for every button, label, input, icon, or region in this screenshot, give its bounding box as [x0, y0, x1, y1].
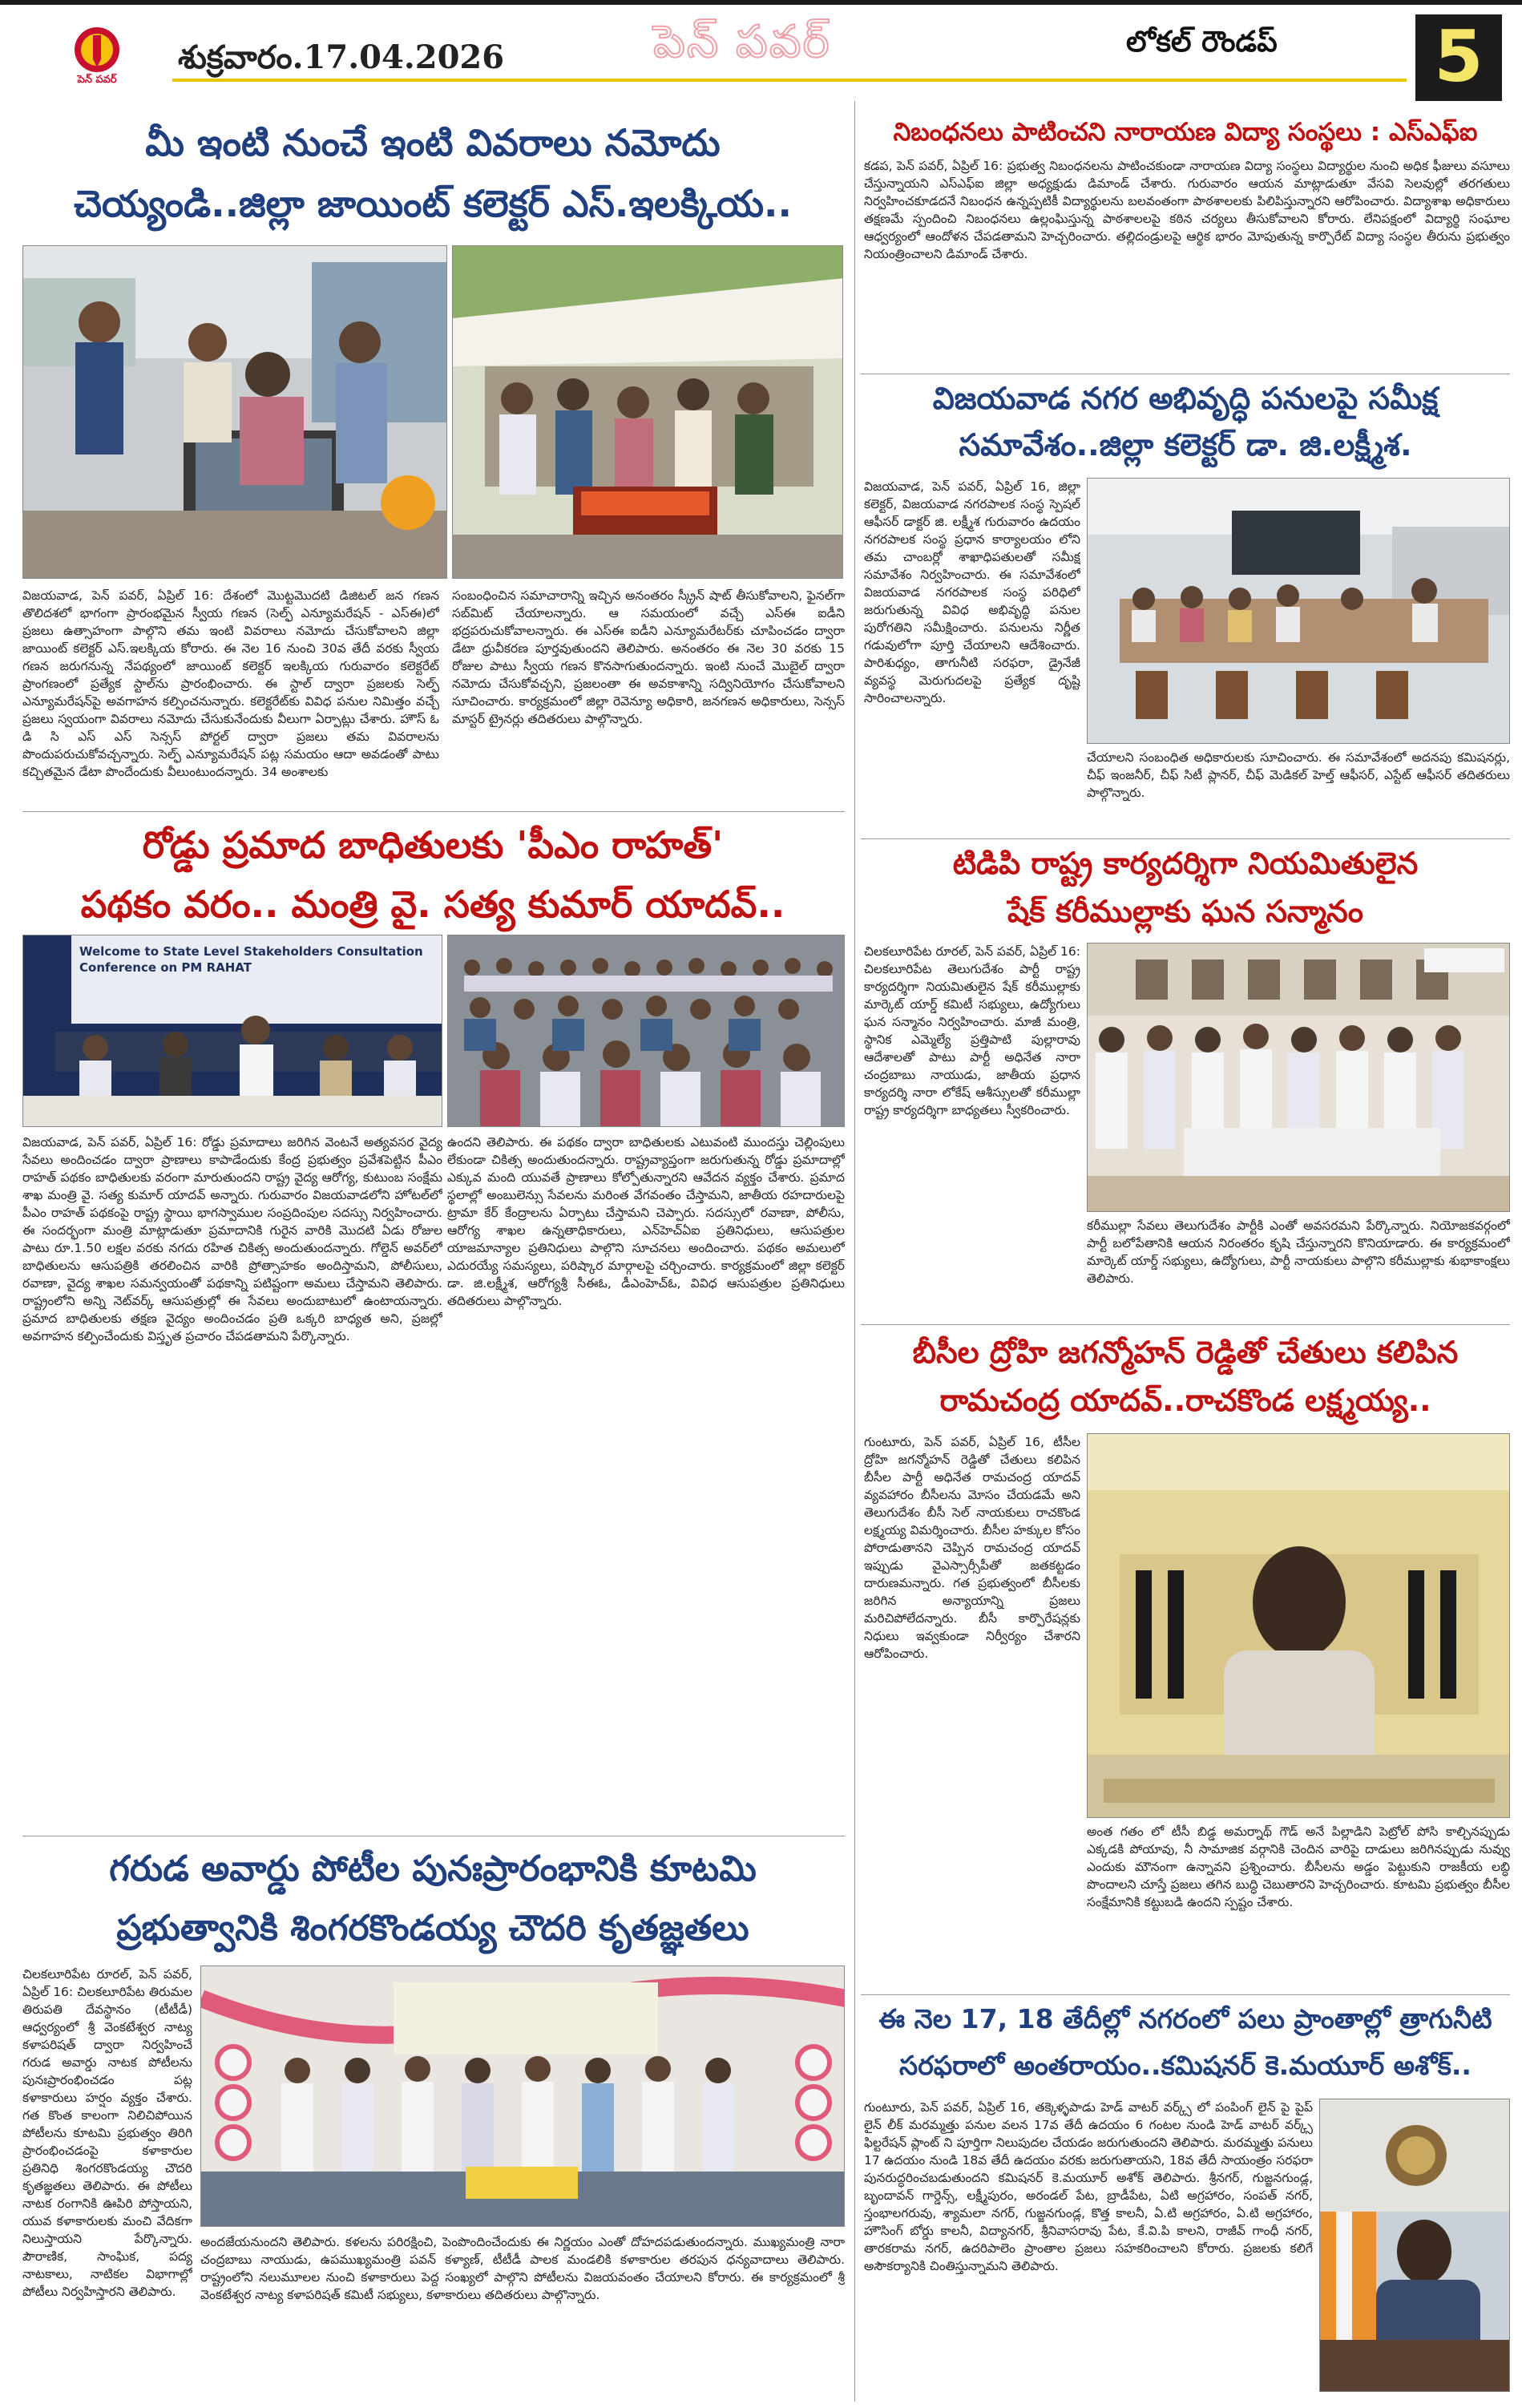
vijayawada-headline-1: విజయవాడ నగర అభివృద్ధి పనులపై సమీక్ష [932, 381, 1439, 416]
ilakkiya-headline-1: మీ ఇంటి నుంచే ఇంటి వివరాలు నమోదు [145, 121, 721, 164]
issue-date: శుక్రవారం.17.04.2026 [178, 38, 505, 76]
brand-title: పెన్ పవర్ [653, 16, 831, 68]
vijayawada-body-col1: విజయవాడ, పెన్ పవర్, ఏప్రిల్ 16, జిల్లా కలెక్టర్, విజయవాడ నగరపాలక సంస్థ స్పెషల్ ఆఫీసర్ డాక్టర్ జి. లక్ష్మీశ గురువారం ఉదయం నగరపాలక సంస్థ ప్రధాన కార్యాలయం లోని తమ చాంబర్లో శాఖాధిపతులతో సమీక్ష సమావేశం నిర్వహించారు. ఈ సమావేశంలో విజయవాడ నగరపాలక సంస్థ పరిధిలో జరుగుతున్న వివిధ అభివృద్ధి పనుల పురోగతిని సమీక్షించారు. పనులను నిర్ణీత గడువులోగా పూర్తి చేయాలని ఆదేశించారు. పారిశుధ్యం, తాగునీటి సరఫరా, డ్రైనేజీ వ్యవస్థ మెరుగుదలపై ప్రత్యేక దృష్టి సారించాలన్నారు. [864, 479, 1080, 705]
karimulla-headline-1: టిడిపి రాష్ట్ర కార్యదర్శిగా నియమితులైన [952, 846, 1419, 881]
water-photo [1319, 2099, 1510, 2392]
karimulla-body-col2: కరీముల్లా సేవలు తెలుగుదేశం పార్టీకి ఎంతో అవసరమని పేర్కొన్నారు. నియోజకవర్గంలో పార్టీ బలోపేతానికి ఆయన నిరంతరం కృషి చేస్తున్నారని కొనియాడారు. ఈ కార్యక్రమంలో మార్కెట్ యార్డ్ సభ్యులు, ఉద్యోగులు, పార్టీ నాయకులు పాల్గొని కరీముల్లాకు శుభాకాంక్షలు తెలిపారు. [1087, 1218, 1510, 1286]
karimulla-photo [1087, 943, 1510, 1212]
narayana-body: కడప, పెన్ పవర్, ఏప్రిల్ 16: ప్రభుత్వ నిబంధనలను పాటించకుండా నారాయణ విద్యా సంస్థలు విద్యార్థుల నుంచి అధిక ఫీజులు వసూలు చేస్తున్నాయని ఎస్ఎఫ్ఐ జిల్లా అధ్యక్షుడు డిమాండ్ చేశారు. గురువారం ఆయన మాట్లాడుతూ వేసవి సెలవుల్లో తరగతులు నిర్వహించకూడదనే నిబంధన ఉన్నప్పటికీ విద్యార్థులను బలవంతంగా పాఠశాలలకు పిలిపిస్తున్నారని ఆరోపించారు. విద్యాశాఖ అధికారులు తక్షణమే స్పందించి నిబంధనలు ఉల్లంఘిస్తున్న పాఠశాలలపై కఠిన చర్యలు తీసుకోవాలని కోరారు. లేనిపక్షంలో విద్యార్థి సంఘాల ఆధ్వర్యంలో ఆందోళన చేపడతామని హెచ్చరించారు. తల్లిదండ్రులపై ఆర్థిక భారం మోపుతున్న కార్పొరేట్ విద్యా సంస్థల తీరును ప్రభుత్వం నియంత్రించాలని డిమాండ్ చేశారు. [864, 159, 1510, 261]
pen-power-logo [63, 21, 131, 88]
top-border [0, 0, 1522, 5]
rahat-stage-banner: Welcome to State Level Stakeholders Consultation Conference on PM RAHAT [79, 944, 423, 976]
narayana-headline: నిబంధనలు పాటించని నారాయణ విద్యా సంస్థలు : ఎస్ఎఫ్ఐ [893, 118, 1478, 147]
logo-text: పెన్ పవర్ [77, 74, 117, 86]
rahat-headline-1: రోడ్డు ప్రమాద బాధితులకు 'పీఎం రాహత్' [142, 823, 724, 867]
vijayawada-photo [1087, 478, 1510, 744]
ramachandra-body-col2: అంత గతం లో టీసీ బిడ్డ అమర్నాథ్ గౌడ్ అనే పిల్లాడిని పెట్రోల్ పోసి కాల్చినప్పుడు ఎక్కడకి పోయావు, నీ సామాజిక వర్గానికి చెందిన వారిపై దాడులు జరిగినప్పుడు నువ్వు ఎందుకు మౌనంగా ఉన్నావని ప్రశ్నించారు. బీసీలను అడ్డం పెట్టుకుని రాజకీయ లబ్ధి పొందాలని చూస్తే ప్రజలు తగిన బుద్ధి చెబుతారని హెచ్చరించారు. కూటమి ప్రభుత్వం బీసీల సంక్షేమానికి కట్టుబడి ఉందని స్పష్టం చేశారు. [1087, 1824, 1510, 1909]
rahat-headline-2: పథకం వరం.. మంత్రి వై. సత్య కుమార్ యాదవ్.. [80, 883, 785, 926]
garuda-headline-2: ప్రభుత్వానికి శింగరకొండయ్య చౌదరి కృతజ్ఞతలు [116, 1908, 749, 1949]
article-divider [861, 1994, 1510, 1995]
water-headline-2: సరఫరాలో అంతరాయం..కమిషనర్ కె.మయూర్ అశోక్.. [899, 2050, 1472, 2081]
water-body: గుంటూరు, పెన్ పవర్, ఏప్రిల్ 16, తక్కెళ్ళపాడు హెడ్ వాటర్ వర్క్స్ లో పంపింగ్ లైన్ పై పైప్ లైన్ లీక్ మరమ్మత్తు పనుల వలన 17వ తేదీ ఉదయం 6 గంటల నుండి హెడ్ వాటర్ వర్క్స్ ఫిల్టరేషన్ ప్లాంట్ ని పూర్తిగా నిలుపుదల చేయడం జరుగుతుందని తెలిపారు. మరమ్మత్తు పనులు 17 ఉదయం నుండి 18వ తేదీ ఉదయం వరకు జరుగుతాయని, 18వ తేదీ సాయంత్రం సరఫరా పునరుద్ధరించబడుతుందని కమిషనర్ కె.మయూర్ అశోక్ తెలిపారు. శ్రీనగర్, గుజ్జనగుండ్ల, బృందావన్ గార్డెన్స్, లక్ష్మీపురం, అరండల్ పేట, బ్రాడీపేట, ఏటి అగ్రహారం, సంపత్ నగర్, స్తంభాలగరువు, శ్యామలా నగర్, గుజ్జనగుండ్ల, కొత్త కాలనీ, ఏ.టి అగ్రహారం, ఏ.టి అగ్రహారం, హౌసింగ్ బోర్డు కాలనీ, విద్యానగర్, శ్రీనివాసరావు పేట, కే.వి.పి కాలని, రాజీవ్ గాంధీ నగర్, తారకరామ నగర్, ఉదరిపాలెం ప్రాంతాల ప్రజలు సహకరించాలని కోరారు. ప్రజలకు కలిగే అసౌకర్యానికి చింతిస్తున్నామని తెలిపారు. [864, 2100, 1313, 2273]
ilakkiya-headline-2: చెయ్యండి..జిల్లా జాయింట్ కలెక్టర్ ఎస్.ఇలక్కియ.. [74, 182, 792, 225]
ilakkiya-photo-group [452, 245, 843, 579]
garuda-headline-1: గరుడ అవార్డు పోటీల పునఃప్రారంభానికి కూటమి [109, 1848, 757, 1889]
ilakkiya-body-col2: సంబంధించిన సమాచారాన్ని ఇచ్చిన అనంతరం స్క్రీన్ షాట్ తీసుకోవాలని, ఫైనల్‌గా సబ్‌మిట్ చేయాలన్నారు. ఆ సమయంలో వచ్చే ఎస్‌ఈ ఐడీని భద్రపరుచుకోవాలన్నారు. ఈ ఎస్‌ఈ ఐడీని ఎన్యూమరేటర్‌కు చూపించడం ద్వారా డేటా ధ్రువీకరణ పూర్తవుతుందని తెలిపారు. అనంతరం ఈ నెల 30 వరకు 15 రోజుల పాటు స్వీయ గణన కొనసాగుతుందన్నారు. ఇంటి నుంచే మొబైల్ ద్వారా నమోదు చేసుకోవచ్చని, ప్రజలంతా ఈ అవకాశాన్ని సద్వినియోగం చేసుకోవాలని సూచించారు. కార్యక్రమంలో జిల్లా రెవెన్యూ అధికారి, జనగణన అధికారులు, సెన్సస్ మాస్టర్ ట్రైనర్లు తదితరులు పాల్గొన్నారు. [452, 588, 845, 726]
rahat-body-col2: ఉందని తెలిపారు. ఈ పథకం ద్వారా బాధితులకు ఎటువంటి ముందస్తు చెల్లింపులు లేకుండా చికిత్స అందుతుందన్నారు. రాష్ట్రవ్యాప్తంగా జరుగుతున్న రోడ్డు ప్రమాదాల్లో ఎక్కువ మంది యువతే ప్రాణాలు కోల్పోతున్నారని ఆవేదన వ్యక్తం చేశారు. ప్రమాద స్థలాల్లో అంబులెన్సు సేవలను మరింత వేగవంతం చేస్తామని, జాతీయ రహదారులపై ట్రామా కేర్ కేంద్రాలను ఏర్పాటు చేస్తామని చెప్పారు. సదస్సులో రవాణా, పోలీసు, ఆరోగ్య శాఖల ఉన్నతాధికారులు, ఎన్‌హెచ్‌ఏఐ ప్రతినిధులు, ఆసుపత్రుల యాజమాన్యాల ప్రతినిధులు పాల్గొని సూచనలు అందించారు. పథకం అమలులో ఎదురయ్యే సమస్యలు, పరిష్కార మార్గాలపై చర్చించారు. కార్యక్రమంలో జిల్లా కలెక్టర్ డా. జి.లక్ష్మీశ, ఆరోగ్యశ్రీ సీఈఓ, డీఎంహెచ్‌ఓ, వివిధ ఆసుపత్రుల ప్రతినిధులు తదితరులు పాల్గొన్నారు. [447, 1135, 845, 1308]
karimulla-headline-2: షేక్ కరీముల్లాకు ఘన సన్మానం [1007, 894, 1363, 929]
vijayawada-body-col2: చేయాలని సంబంధిత అధికారులకు సూచించారు. ఈ సమావేశంలో అదనపు కమిషనర్లు, చీఫ్ ఇంజనీర్, చీఫ్ సిటీ ప్లానర్, చీఫ్ మెడికల్ హెల్త్ ఆఫీసర్, ఎస్టేట్ ఆఫీసర్ తదితరులు పాల్గొన్నారు. [1087, 750, 1510, 800]
ilakkiya-body-col1: విజయవాడ, పెన్ పవర్, ఏప్రిల్ 16: దేశంలో మొట్టమొదటి డిజిటల్ జన గణన తొలిదశలో భాగంగా ప్రారంభమైన స్వీయ గణన (సెల్ఫ్ ఎన్యూమరేషన్ - ఎస్ఈ)లో ప్రజలు ఉత్సాహంగా పాల్గొని తమ ఇంటి వివరాలు నమోదు చేసుకోవాలని జిల్లా జాయింట్ కలెక్టర్ ఎస్.ఇలక్కియ కోరారు. ఈ నెల 16 నుంచి 30వ తేదీ వరకు స్వీయ గణన జరుగనున్న నేపథ్యంలో జాయింట్ కలెక్టర్ ఇలక్కియ గురువారం కలెక్టరేట్ ప్రాంగణంలో ప్రత్యేక స్టాల్‌ను ప్రారంభించారు. ఈ స్టాల్ ద్వారా ప్రజలకు సెల్ఫ్ ఎన్యూమరేషన్‌పై అవగాహన కల్పించనున్నారు. కలెక్టరేట్‌కు వివిధ పనుల నిమిత్తం వచ్చే ప్రజలు స్వయంగా వివరాలు నమోదు చేసుకునేందుకు వీలుగా ఏర్పాట్లు చేశారు. హౌస్ ఓ డి సి ఎస్ ఎస్ సెన్సస్ పోర్టల్ ద్వారా ప్రజలు తమ వివరాలను పొందుపరుచుకోవచ్చన్నారు. సెల్ఫ్ ఎన్యూమరేషన్ పట్ల సమయం ఆదా అవడంతో పాటు కచ్చితమైన డేటా పొందేందుకు వీలుంటుందన్నారు. 34 అంశాలకు [22, 588, 439, 779]
rahat-body-col1: విజయవాడ, పెన్ పవర్, ఏప్రిల్ 16: రోడ్డు ప్రమాదాలు జరిగిన వెంటనే అత్యవసర వైద్య సేవలు అందించడం ద్వారా ప్రాణాలు కాపాడేందుకు కేంద్ర ప్రభుత్వం ప్రవేశపెట్టిన పీఎం రాహత్ పథకం బాధితులకు వరంగా మారుతుందని రాష్ట్ర వైద్య ఆరోగ్య, కుటుంబ సంక్షేమ శాఖ మంత్రి వై. సత్య కుమార్ యాదవ్ అన్నారు. గురువారం విజయవాడలోని హోటల్‌లో పీఎం రాహత్ పథకంపై రాష్ట్ర స్థాయి భాగస్వాముల సంప్రదింపుల సదస్సు నిర్వహించారు. ఈ సందర్భంగా మంత్రి మాట్లాడుతూ ప్రమాదానికి గురైన వారికి మొదటి ఏడు రోజుల పాటు రూ.1.50 లక్షల వరకు నగదు రహిత చికిత్స అందుతుందన్నారు. గోల్డెన్ అవర్‌లో బాధితులను ఆసుపత్రికి తరలించిన వారికి ప్రోత్సాహకం అందిస్తామని, పోలీసులు, రవాణా, వైద్య శాఖల సమన్వయంతో పథకాన్ని పటిష్టంగా అమలు చేస్తామని తెలిపారు. రాష్ట్రంలోని అన్ని నెట్‌వర్క్ ఆసుపత్రుల్లో ఈ సేవలు అందుబాటులో ఉంటాయన్నారు. ప్రమాద బాధితులకు తక్షణ వైద్యం అందించడం ప్రతి ఒక్కరి బాధ్యత అని, ప్రజల్లో అవగాహన కల్పించేందుకు విస్తృత ప్రచారం చేపడతామని పేర్కొన్నారు. [22, 1135, 442, 1343]
column-divider [854, 101, 855, 2402]
rahat-photo-audience [447, 935, 845, 1127]
page-number: 5 [1415, 14, 1502, 101]
ilakkiya-photo-stall [22, 245, 447, 579]
water-headline-1: ఈ నెల 17, 18 తేదీల్లో నగరంలో పలు ప్రాంతాల్లో త్రాగునీటి [878, 2003, 1492, 2034]
garuda-body-col2: అందజేయనుందని తెలిపారు. కళలను పరిరక్షించి, పెంపొందించేందుకు ఈ నిర్ణయం ఎంతో దోహదపడుతుందన్నారు. ముఖ్యమంత్రి నారా చంద్రబాబు నాయుడు, ఉపముఖ్యమంత్రి పవన్ కళ్యాణ్, టీటీడీ పాలక మండలికి కళాకారుల తరపున ధన్యవాదాలు తెలిపారు. రాష్ట్రంలోని నలుమూలల నుంచి కళాకారులు పెద్ద సంఖ్యలో పాల్గొని పోటీలను విజయవంతం చేయాలని కోరారు. ఈ కార్యక్రమంలో శ్రీ వెంకటేశ్వర నాట్య కళాపరిషత్ కమిటీ సభ్యులు, కళాకారులు తదితరులు పాల్గొన్నారు. [200, 2235, 845, 2302]
garuda-body-col1: చిలకలూరిపేట రూరల్, పెన్ పవర్, ఏప్రిల్ 16: చిలకలూరిపేట తిరుమల తిరుపతి దేవస్థానం (టీటీడీ) ఆధ్వర్యంలో శ్రీ వెంకటేశ్వర నాట్య కళాపరిషత్ ద్వారా నిర్వహించే గరుడ అవార్డు నాటక పోటీలను పునఃప్రారంభించడం పట్ల కళాకారులు హర్షం వ్యక్తం చేశారు. గత కొంత కాలంగా నిలిచిపోయిన పోటీలను కూటమి ప్రభుత్వం తిరిగి ప్రారంభించడంపై కళాకారుల ప్రతినిధి శింగరకొండయ్య చౌదరి కృతజ్ఞతలు తెలిపారు. ఈ పోటీలు నాటక రంగానికి ఊపిరి పోస్తాయని, యువ కళాకారులకు మంచి వేదికగా నిలుస్తాయని పేర్కొన్నారు. పౌరాణిక, సాంఘిక, పద్య నాటకాలు, నాటికల విభాగాల్లో పోటీలు నిర్వహిస్తారని తెలిపారు. [22, 1967, 192, 2299]
ramachandra-photo [1087, 1433, 1510, 1818]
article-divider [22, 811, 845, 812]
vijayawada-headline-2: సమావేశం..జిల్లా కలెక్టర్ డా. జి.లక్ష్మీశ. [959, 427, 1412, 463]
section-title: లోకల్ రౌండప్ [1126, 26, 1278, 59]
article-divider [861, 838, 1510, 839]
article-divider [861, 1324, 1510, 1325]
ramachandra-headline-1: బీసీల ద్రోహి జగన్మోహన్ రెడ్డితో చేతులు కలిపిన [912, 1335, 1459, 1370]
ramachandra-body-col1: గుంటూరు, పెన్ పవర్, ఏప్రిల్ 16, టీసీల ద్రోహి జగన్మోహన్ రెడ్డితో చేతులు కలిపిన బీసీల పార్టీ అధినేత రామచంద్ర యాదవ్ వ్యవహారం బీసీలను మోసం చేయడమే అని తెలుగుదేశం బీసీ సెల్ నాయకులు రాచకొండ లక్ష్మయ్య విమర్శించారు. బీసీల హక్కుల కోసం పోరాడుతానని చెప్పిన రామచంద్ర యాదవ్ ఇప్పుడు వైఎస్సార్సీపీతో జతకట్టడం దారుణమన్నారు. గత ప్రభుత్వంలో బీసీలకు జరిగిన అన్యాయాన్ని ప్రజలు మరిచిపోలేదన్నారు. బీసీ కార్పొరేషన్లకు నిధులు ఇవ్వకుండా నిర్వీర్యం చేశారని ఆరోపించారు. [864, 1435, 1080, 1661]
karimulla-body-col1: చిలకలూరిపేట రూరల్, పెన్ పవర్, ఏప్రిల్ 16: చిలకలూరిపేట తెలుగుదేశం పార్టీ రాష్ట్ర కార్యదర్శిగా నియమితులైన షేక్ కరీముల్లాకు మార్కెట్ యార్డ్ కమిటీ సభ్యులు, ఉద్యోగులు ఘన సన్మానం నిర్వహించారు. మాజీ మంత్రి, స్థానిక ఎమ్మెల్యే ప్రత్తిపాటి పుల్లారావు ఆదేశాలతో పాటు పార్టీ అధినేత నారా చంద్రబాబు నాయుడు, జాతీయ ప్రధాన కార్యదర్శి నారా లోకేష్ ఆశీస్సులతో కరీముల్లా రాష్ట్ర కార్యదర్శిగా బాధ్యతలు స్వీకరించారు. [864, 944, 1080, 1117]
garuda-photo [200, 1966, 845, 2227]
ramachandra-headline-2: రామచంద్ర యాదవ్..రాచకొండ లక్ష్మయ్య.. [939, 1383, 1431, 1418]
rahat-photo-stage [22, 935, 442, 1127]
